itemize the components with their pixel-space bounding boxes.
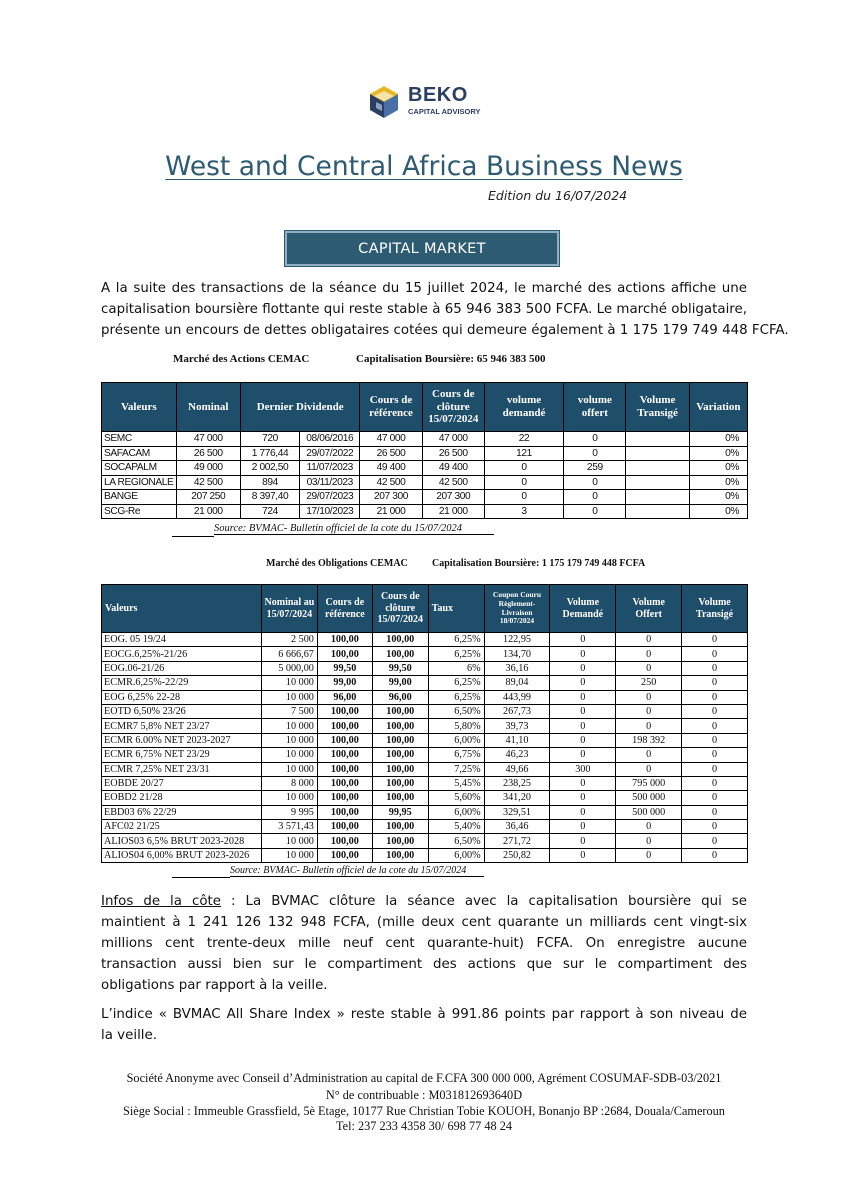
cell-demande: 0 xyxy=(550,633,616,647)
footer-address-line: Siège Social : Immeuble Grassfield, 5è Etage, 10177 Rue Christian Tobie KOUOH, Bonanjo BP :2684, Douala/Cameroun xyxy=(123,1104,725,1118)
cell-cloture: 100,00 xyxy=(372,733,428,747)
cell-valeur: EOTD 6,50% 23/26 xyxy=(102,704,262,718)
cell-reference: 100,00 xyxy=(317,647,372,661)
cell-cloture: 99,00 xyxy=(372,676,428,690)
cell-taux: 6,25% xyxy=(428,676,484,690)
cell-nominal: 7 500 xyxy=(261,704,317,718)
cell-cloture: 100,00 xyxy=(372,719,428,733)
cell-transige: 0 xyxy=(682,733,748,747)
cell-offert: 0 xyxy=(564,475,626,490)
col-header-cours-reference: Cours de référence xyxy=(317,585,372,633)
cell-offert: 0 xyxy=(616,820,682,834)
col-header-coupon-couru: Coupon Couru Règlement- Livraison 18/07/2024 xyxy=(484,585,550,633)
cell-date: 08/06/2016 xyxy=(300,432,360,447)
col-header-volume-demande: Volume Demandé xyxy=(550,585,616,633)
table-row xyxy=(102,704,748,718)
cell-valeur: ECMR 6,75% NET 23/29 xyxy=(102,748,262,762)
cell-reference: 100,00 xyxy=(317,748,372,762)
cell-coupon: 36,46 xyxy=(484,820,550,834)
cell-taux: 5,45% xyxy=(428,776,484,790)
col-header-valeurs: Valeurs xyxy=(102,383,177,432)
cell-dividende: 1 776,44 xyxy=(240,446,299,461)
cell-cloture: 100,00 xyxy=(372,791,428,805)
bonds-market-caption: Marché des Obligations CEMAC xyxy=(266,558,408,569)
table-row xyxy=(102,834,748,848)
cell-offert: 0 xyxy=(616,748,682,762)
cell-nominal: 10 000 xyxy=(261,834,317,848)
cell-coupon: 89,04 xyxy=(484,676,550,690)
col-header-volume-offert: volume offert xyxy=(564,383,626,432)
cell-cloture: 49 400 xyxy=(422,461,484,476)
actions-header-row xyxy=(102,383,748,432)
cell-date: 03/11/2023 xyxy=(300,475,360,490)
cell-reference: 99,00 xyxy=(317,676,372,690)
footer-taxpayer-line: N° de contribuable : M031812693640D xyxy=(325,1088,523,1102)
cell-valeur: SEMC xyxy=(102,432,177,447)
cell-cloture: 100,00 xyxy=(372,848,428,862)
cell-transige xyxy=(626,432,689,447)
cell-reference: 100,00 xyxy=(317,762,372,776)
cell-valeur: SCG-Re xyxy=(102,504,177,519)
cell-nominal: 10 000 xyxy=(261,676,317,690)
cell-coupon: 41,10 xyxy=(484,733,550,747)
cell-date: 11/07/2023 xyxy=(300,461,360,476)
cell-taux: 7,25% xyxy=(428,762,484,776)
cell-reference: 100,00 xyxy=(317,848,372,862)
cell-valeur: EOG. 05 19/24 xyxy=(102,633,262,647)
edition-date: Edition du 16/07/2024 xyxy=(488,188,628,203)
cell-valeur: ECMR7 5,8% NET 23/27 xyxy=(102,719,262,733)
source-rule xyxy=(172,877,230,878)
index-line: la veille. xyxy=(101,1028,158,1043)
beko-logo-icon xyxy=(362,80,406,124)
cell-valeur: SOCAPALM xyxy=(102,461,177,476)
cell-valeur: ALIOS03 6,5% BRUT 2023-2028 xyxy=(102,834,262,848)
index-line: L’indice « BVMAC All Share Index » reste stable à 991.86 points par rapport à son niveau de xyxy=(101,1007,747,1022)
infos-line: obligations par rapport à la veille. xyxy=(101,978,328,993)
cell-coupon: 238,25 xyxy=(484,776,550,790)
cell-transige: 0 xyxy=(682,762,748,776)
cell-offert: 0 xyxy=(616,719,682,733)
cell-valeur: EOG 6,25% 22-28 xyxy=(102,690,262,704)
col-header-volume-offert: Volume Offert xyxy=(616,585,682,633)
source-rule xyxy=(172,536,214,537)
infos-line: maintient à 1 241 126 132 948 FCFA, (mille deux cent quarante un milliards cent vingt-six xyxy=(101,915,747,930)
table-row xyxy=(102,733,748,747)
cell-demande: 0 xyxy=(550,820,616,834)
cell-transige: 0 xyxy=(682,820,748,834)
cell-cloture: 100,00 xyxy=(372,762,428,776)
cell-offert: 0 xyxy=(564,432,626,447)
cell-dividende: 894 xyxy=(240,475,299,490)
cell-transige xyxy=(626,461,689,476)
cell-reference: 21 000 xyxy=(360,504,422,519)
table-row xyxy=(102,676,748,690)
cell-nominal: 5 000,00 xyxy=(261,661,317,675)
intro-paragraph xyxy=(101,278,789,341)
cell-valeur: SAFACAM xyxy=(102,446,177,461)
cell-coupon: 267,73 xyxy=(484,704,550,718)
cell-coupon: 46,23 xyxy=(484,748,550,762)
cell-reference: 100,00 xyxy=(317,834,372,848)
cell-offert: 0 xyxy=(616,647,682,661)
cell-coupon: 122,95 xyxy=(484,633,550,647)
table-row xyxy=(102,633,748,647)
cell-transige xyxy=(626,504,689,519)
cell-reference: 100,00 xyxy=(317,633,372,647)
table-row xyxy=(102,647,748,661)
cell-valeur: ECMR 7,25% NET 23/31 xyxy=(102,762,262,776)
infos-line: millions cent trente-deux mille neuf cent quarante-huit) FCFA. On enregistre aucune xyxy=(101,936,747,951)
cell-valeur: BANGE xyxy=(102,490,177,505)
cell-reference: 100,00 xyxy=(317,776,372,790)
cell-demande: 0 xyxy=(550,805,616,819)
cell-date: 29/07/2022 xyxy=(300,446,360,461)
cell-offert: 0 xyxy=(616,690,682,704)
cell-cloture: 26 500 xyxy=(422,446,484,461)
table-row xyxy=(102,791,748,805)
cell-taux: 5,40% xyxy=(428,820,484,834)
cell-cloture: 100,00 xyxy=(372,776,428,790)
cell-offert: 0 xyxy=(616,661,682,675)
cell-offert: 0 xyxy=(616,762,682,776)
table-row xyxy=(102,461,748,476)
cell-reference: 100,00 xyxy=(317,791,372,805)
cell-demande: 0 xyxy=(550,791,616,805)
cell-reference: 26 500 xyxy=(360,446,422,461)
cell-offert: 198 392 xyxy=(616,733,682,747)
footer-phone-line: Tel: 237 233 4358 30/ 698 77 48 24 xyxy=(335,1119,513,1133)
cell-offert: 500 000 xyxy=(616,805,682,819)
company-logo xyxy=(362,80,492,124)
cell-transige: 0 xyxy=(682,834,748,848)
cell-transige: 0 xyxy=(682,676,748,690)
actions-capitalisation-caption: Capitalisation Boursière: 65 946 383 500 xyxy=(356,353,546,365)
cell-reference: 100,00 xyxy=(317,719,372,733)
cell-demande: 0 xyxy=(550,748,616,762)
actions-table xyxy=(101,382,748,519)
cell-transige: 0 xyxy=(682,690,748,704)
cell-reference: 100,00 xyxy=(317,805,372,819)
intro-line: présente un encours de dettes obligataires cotées qui demeure également à 1 175 179 749 448 FCFA. xyxy=(101,323,789,338)
cell-coupon: 250,82 xyxy=(484,848,550,862)
cell-nominal: 47 000 xyxy=(176,432,240,447)
cell-transige: 0 xyxy=(682,633,748,647)
cell-cloture: 207 300 xyxy=(422,490,484,505)
page-title: West and Central Africa Business News xyxy=(165,151,683,182)
cell-transige xyxy=(626,475,689,490)
cell-transige: 0 xyxy=(682,704,748,718)
cell-nominal: 10 000 xyxy=(261,690,317,704)
cell-reference: 100,00 xyxy=(317,733,372,747)
cell-taux: 6,50% xyxy=(428,704,484,718)
cell-demande: 0 xyxy=(550,704,616,718)
cell-coupon: 443,99 xyxy=(484,690,550,704)
cell-transige: 0 xyxy=(682,848,748,862)
table-row xyxy=(102,446,748,461)
bonds-header-row xyxy=(102,585,748,633)
cell-demande: 3 xyxy=(484,504,563,519)
cell-date: 17/10/2023 xyxy=(300,504,360,519)
table-row xyxy=(102,690,748,704)
col-header-taux: Taux xyxy=(428,585,484,633)
col-header-nominal: Nominal au 15/07/2024 xyxy=(261,585,317,633)
cell-reference: 47 000 xyxy=(360,432,422,447)
infos-cote-paragraph xyxy=(101,891,747,996)
cell-offert: 0 xyxy=(616,834,682,848)
cell-demande: 0 xyxy=(550,676,616,690)
cell-offert: 0 xyxy=(616,848,682,862)
cell-date: 29/07/2023 xyxy=(300,490,360,505)
cell-transige: 0 xyxy=(682,661,748,675)
cell-reference: 42 500 xyxy=(360,475,422,490)
cell-dividende: 2 002,50 xyxy=(240,461,299,476)
bonds-table-body xyxy=(102,633,748,863)
cell-reference: 99,50 xyxy=(317,661,372,675)
intro-line: A la suite des transactions de la séance du 15 juillet 2024, le marché des actions affiche une xyxy=(101,281,747,296)
col-header-variation: Variation xyxy=(689,383,747,432)
cell-dividende: 720 xyxy=(240,432,299,447)
cell-nominal: 10 000 xyxy=(261,719,317,733)
cell-nominal: 10 000 xyxy=(261,748,317,762)
cell-nominal: 26 500 xyxy=(176,446,240,461)
cell-taux: 6% xyxy=(428,661,484,675)
cell-cloture: 96,00 xyxy=(372,690,428,704)
cell-nominal: 10 000 xyxy=(261,762,317,776)
cell-dividende: 8 397,40 xyxy=(240,490,299,505)
cell-taux: 6,00% xyxy=(428,805,484,819)
cell-offert: 250 xyxy=(616,676,682,690)
index-paragraph xyxy=(101,1004,747,1046)
cell-nominal: 9 995 xyxy=(261,805,317,819)
col-header-nominal: Nominal xyxy=(176,383,240,432)
cell-offert: 0 xyxy=(564,504,626,519)
cell-valeur: EOBDE 20/27 xyxy=(102,776,262,790)
cell-transige: 0 xyxy=(682,791,748,805)
cell-transige xyxy=(626,490,689,505)
cell-taux: 6,00% xyxy=(428,848,484,862)
cell-demande: 0 xyxy=(550,690,616,704)
cell-reference: 96,00 xyxy=(317,690,372,704)
cell-valeur: AFC02 21/25 xyxy=(102,820,262,834)
cell-nominal: 49 000 xyxy=(176,461,240,476)
cell-reference: 207 300 xyxy=(360,490,422,505)
cell-taux: 6,25% xyxy=(428,690,484,704)
cell-variation: 0% xyxy=(689,475,747,490)
cell-demande: 0 xyxy=(550,733,616,747)
cell-transige: 0 xyxy=(682,647,748,661)
cell-taux: 5,80% xyxy=(428,719,484,733)
cell-coupon: 36,16 xyxy=(484,661,550,675)
table-row xyxy=(102,504,748,519)
cell-valeur: LA REGIONALE xyxy=(102,475,177,490)
cell-nominal: 2 500 xyxy=(261,633,317,647)
cell-cloture: 100,00 xyxy=(372,704,428,718)
cell-demande: 0 xyxy=(484,490,563,505)
cell-nominal: 207 250 xyxy=(176,490,240,505)
cell-coupon: 134,70 xyxy=(484,647,550,661)
cell-demande: 22 xyxy=(484,432,563,447)
table-row xyxy=(102,432,748,447)
cell-taux: 6,25% xyxy=(428,633,484,647)
bonds-source-note: Source: BVMAC- Bulletin officiel de la cote du 15/07/2024 xyxy=(230,865,484,877)
cell-taux: 6,50% xyxy=(428,834,484,848)
cell-valeur: EOCG.6,25%-21/26 xyxy=(102,647,262,661)
cell-nominal: 10 000 xyxy=(261,733,317,747)
table-row xyxy=(102,820,748,834)
cell-coupon: 49,66 xyxy=(484,762,550,776)
cell-reference: 49 400 xyxy=(360,461,422,476)
cell-demande: 0 xyxy=(550,647,616,661)
cell-cloture: 47 000 xyxy=(422,432,484,447)
cell-coupon: 39,73 xyxy=(484,719,550,733)
col-header-dernier-dividende: Dernier Dividende xyxy=(240,383,359,432)
intro-line: capitalisation boursière flottante qui reste stable à 65 946 383 500 FCFA. Le marché obligataire, xyxy=(101,302,747,317)
actions-market-caption: Marché des Actions CEMAC xyxy=(173,353,310,365)
cell-nominal: 10 000 xyxy=(261,791,317,805)
cell-offert: 0 xyxy=(616,704,682,718)
cell-coupon: 329,51 xyxy=(484,805,550,819)
cell-valeur: EOG.06-21/26 xyxy=(102,661,262,675)
cell-cloture: 21 000 xyxy=(422,504,484,519)
cell-nominal: 42 500 xyxy=(176,475,240,490)
cell-valeur: ECMR.6,25%-22/29 xyxy=(102,676,262,690)
cell-nominal: 10 000 xyxy=(261,848,317,862)
table-row xyxy=(102,490,748,505)
table-row xyxy=(102,661,748,675)
col-header-cours-cloture: Cours de clôture 15/07/2024 xyxy=(422,383,484,432)
cell-demande: 0 xyxy=(484,475,563,490)
cell-taux: 5,60% xyxy=(428,791,484,805)
cell-valeur: ECMR 6.00% NET 2023-2027 xyxy=(102,733,262,747)
col-header-volume-transige: Volume Transigé xyxy=(626,383,689,432)
table-row xyxy=(102,805,748,819)
cell-demande: 0 xyxy=(550,776,616,790)
cell-cloture: 100,00 xyxy=(372,633,428,647)
infos-line: transaction aussi bien sur le compartiment des actions que sur le compartiment des xyxy=(101,957,747,972)
cell-offert: 0 xyxy=(564,490,626,505)
col-header-valeurs: Valeurs xyxy=(102,585,262,633)
logo-subtitle: CAPITAL ADVISORY xyxy=(408,107,481,116)
col-header-volume-demande: volume demandé xyxy=(484,383,563,432)
cell-variation: 0% xyxy=(689,446,747,461)
infos-label: Infos de la côte xyxy=(101,894,222,909)
cell-offert: 500 000 xyxy=(616,791,682,805)
cell-cloture: 99,50 xyxy=(372,661,428,675)
cell-offert: 0 xyxy=(564,446,626,461)
cell-cloture: 100,00 xyxy=(372,647,428,661)
cell-offert: 259 xyxy=(564,461,626,476)
cell-transige: 0 xyxy=(682,805,748,819)
cell-demande: 0 xyxy=(550,848,616,862)
cell-transige xyxy=(626,446,689,461)
cell-nominal: 8 000 xyxy=(261,776,317,790)
cell-demande: 121 xyxy=(484,446,563,461)
cell-demande: 0 xyxy=(484,461,563,476)
cell-reference: 100,00 xyxy=(317,704,372,718)
logo-brand-text: BEKO xyxy=(408,84,468,106)
cell-cloture: 100,00 xyxy=(372,820,428,834)
capital-market-banner: CAPITAL MARKET xyxy=(285,231,559,266)
cell-offert: 795 000 xyxy=(616,776,682,790)
col-header-cours-cloture: Cours de clôture 15/07/2024 xyxy=(372,585,428,633)
cell-taux: 6,75% xyxy=(428,748,484,762)
cell-transige: 0 xyxy=(682,748,748,762)
actions-table-body xyxy=(102,432,748,519)
col-header-volume-transige: Volume Transigé xyxy=(682,585,748,633)
cell-cloture: 100,00 xyxy=(372,834,428,848)
cell-demande: 0 xyxy=(550,834,616,848)
cell-dividende: 724 xyxy=(240,504,299,519)
cell-nominal: 3 571,43 xyxy=(261,820,317,834)
cell-taux: 6,00% xyxy=(428,733,484,747)
cell-demande: 0 xyxy=(550,719,616,733)
footer-company-line: Société Anonyme avec Conseil d’Administration au capital de F.CFA 300 000 000, Agrément COSUMAF-SDB-03/2021 xyxy=(126,1071,722,1085)
table-row xyxy=(102,475,748,490)
cell-demande: 0 xyxy=(550,661,616,675)
table-row xyxy=(102,748,748,762)
cell-variation: 0% xyxy=(689,490,747,505)
bonds-capitalisation-caption: Capitalisation Boursière: 1 175 179 749 448 FCFA xyxy=(432,558,646,569)
col-header-cours-reference: Cours de référence xyxy=(360,383,422,432)
cell-reference: 100,00 xyxy=(317,820,372,834)
cell-transige: 0 xyxy=(682,776,748,790)
cell-coupon: 341,20 xyxy=(484,791,550,805)
table-row xyxy=(102,848,748,862)
table-row xyxy=(102,776,748,790)
cell-demande: 300 xyxy=(550,762,616,776)
table-row xyxy=(102,719,748,733)
cell-taux: 6,25% xyxy=(428,647,484,661)
cell-transige: 0 xyxy=(682,719,748,733)
cell-offert: 0 xyxy=(616,633,682,647)
infos-line: Infos de la côte : La BVMAC clôture la séance avec la capitalisation boursière qui se xyxy=(101,894,748,909)
cell-variation: 0% xyxy=(689,504,747,519)
cell-valeur: EOBD2 21/28 xyxy=(102,791,262,805)
actions-source-note: Source: BVMAC- Bulletin officiel de la cote du 15/07/2024 xyxy=(214,523,494,535)
table-row xyxy=(102,762,748,776)
bonds-table xyxy=(101,584,748,863)
cell-variation: 0% xyxy=(689,461,747,476)
cell-valeur: EBD03 6% 22/29 xyxy=(102,805,262,819)
cell-variation: 0% xyxy=(689,432,747,447)
cell-cloture: 100,00 xyxy=(372,748,428,762)
cell-cloture: 42 500 xyxy=(422,475,484,490)
cell-valeur: ALIOS04 6,00% BRUT 2023-2026 xyxy=(102,848,262,862)
cell-nominal: 6 666,67 xyxy=(261,647,317,661)
cell-nominal: 21 000 xyxy=(176,504,240,519)
cell-cloture: 99,95 xyxy=(372,805,428,819)
cell-coupon: 271,72 xyxy=(484,834,550,848)
